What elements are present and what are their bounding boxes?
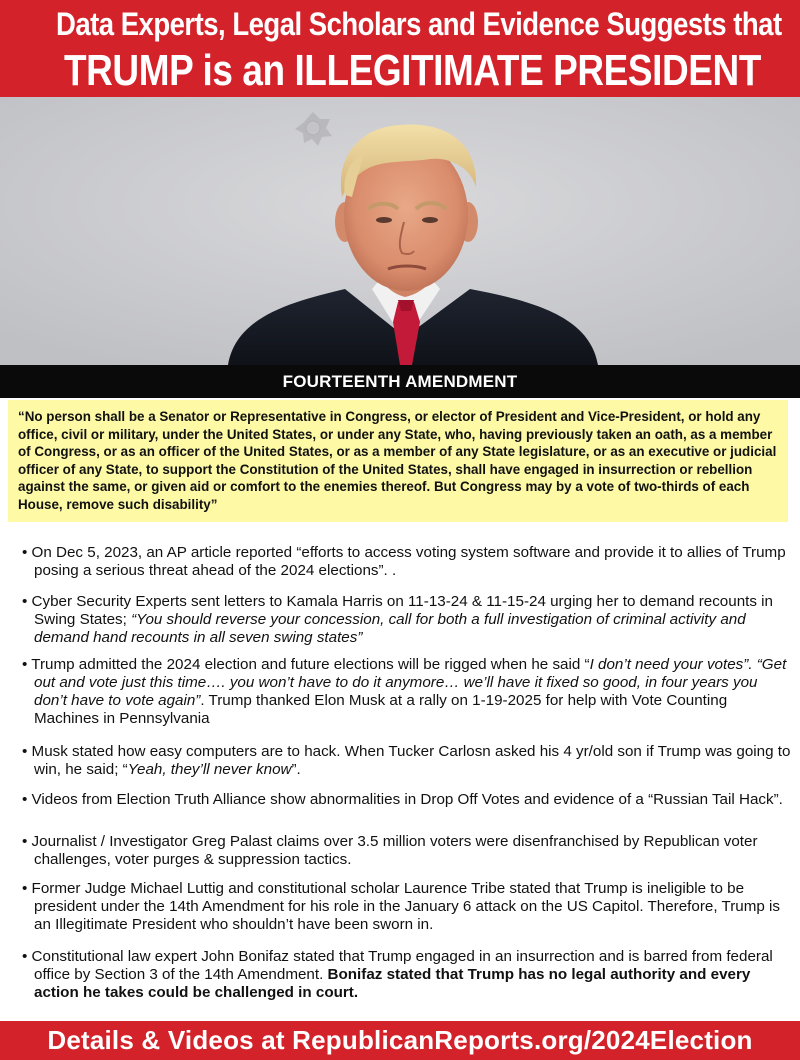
bullet-item: • Videos from Election Truth Alliance show abnormalities in Drop Off Votes and evidence of a “Russian Tail Hack”. — [22, 791, 783, 808]
bullet-item: • Constitutional law expert John Bonifaz stated that Trump engaged in an insurrection and is barred from federal office by Section 3 of the 14th Amendment. Bonifaz stated that Trump has no legal authority and every action he takes could be challenged in court. — [22, 948, 773, 1001]
header-title: TRUMP is an ILLEGITIMATE PRESIDENT — [64, 46, 761, 95]
portrait-illustration — [0, 97, 800, 365]
bullet-item: • Former Judge Michael Luttig and constitutional scholar Laurence Tribe stated that Trump is ineligible to be president under the 14th Amendment for his role in the January 6 attack on the US Capitol. Therefore, Trump is an Illegitimate President who shouldn’t have been sworn in. — [22, 880, 781, 933]
footer-link-banner[interactable]: Details & Videos at RepublicanReports.org/2024Election — [0, 1021, 800, 1060]
section-title: FOURTEENTH AMENDMENT — [0, 365, 800, 398]
amendment-quote: “No person shall be a Senator or Representative in Congress, or elector of President and Vice-President, or hold any office, civil or military, under the United States, or under any State, who, having previously taken an oath, as a member of Congress, or as an officer of the United States, or as a member of any State legislature, or as an executive or judicial officer of any State, to support the Constitution of the United States, shall have engaged in insurrection or rebellion against the same, or given aid or comfort to the enemies thereof. But Congress may by a vote of two-thirds of each House, remove such disability” — [8, 400, 788, 522]
mugshot-photo — [0, 97, 800, 365]
bullet-item: • On Dec 5, 2023, an AP article reported “efforts to access voting system software and provide it to allies of Trump posing a serious threat ahead of the 2024 elections”. . — [22, 544, 786, 579]
bullet-item: • Trump admitted the 2024 election and future elections will be rigged when he said “I don’t need your votes”. “Get out and vote just this time…. you won’t have to do it anymore… we’ll have it fixed so good, in four years you don’t have to vote again”. Trump thanked Elon Musk at a rally on 1-19-2025 for help with Vote Counting Machines in Pennsylvania — [22, 656, 787, 727]
header-banner — [0, 0, 800, 97]
bullet-item: • Cyber Security Experts sent letters to Kamala Harris on 11-13-24 & 11-15-24 urging her to demand recounts in Swing States; “You should reverse your concession, call for both a full investigation of criminal activity and demand hand recounts in all seven swing states” — [22, 593, 774, 646]
header-subtitle: Data Experts, Legal Scholars and Evidence Suggests that — [56, 6, 782, 42]
bullet-item: • Journalist / Investigator Greg Palast claims over 3.5 million voters were disenfranchised by Republican voter challenges, voter purges & suppression tactics. — [22, 833, 758, 868]
bullet-item: • Musk stated how easy computers are to hack. When Tucker Carlosn asked his 4 yr/old son if Trump was going to win, he said; “Yeah, they’ll never know”. — [22, 743, 791, 778]
